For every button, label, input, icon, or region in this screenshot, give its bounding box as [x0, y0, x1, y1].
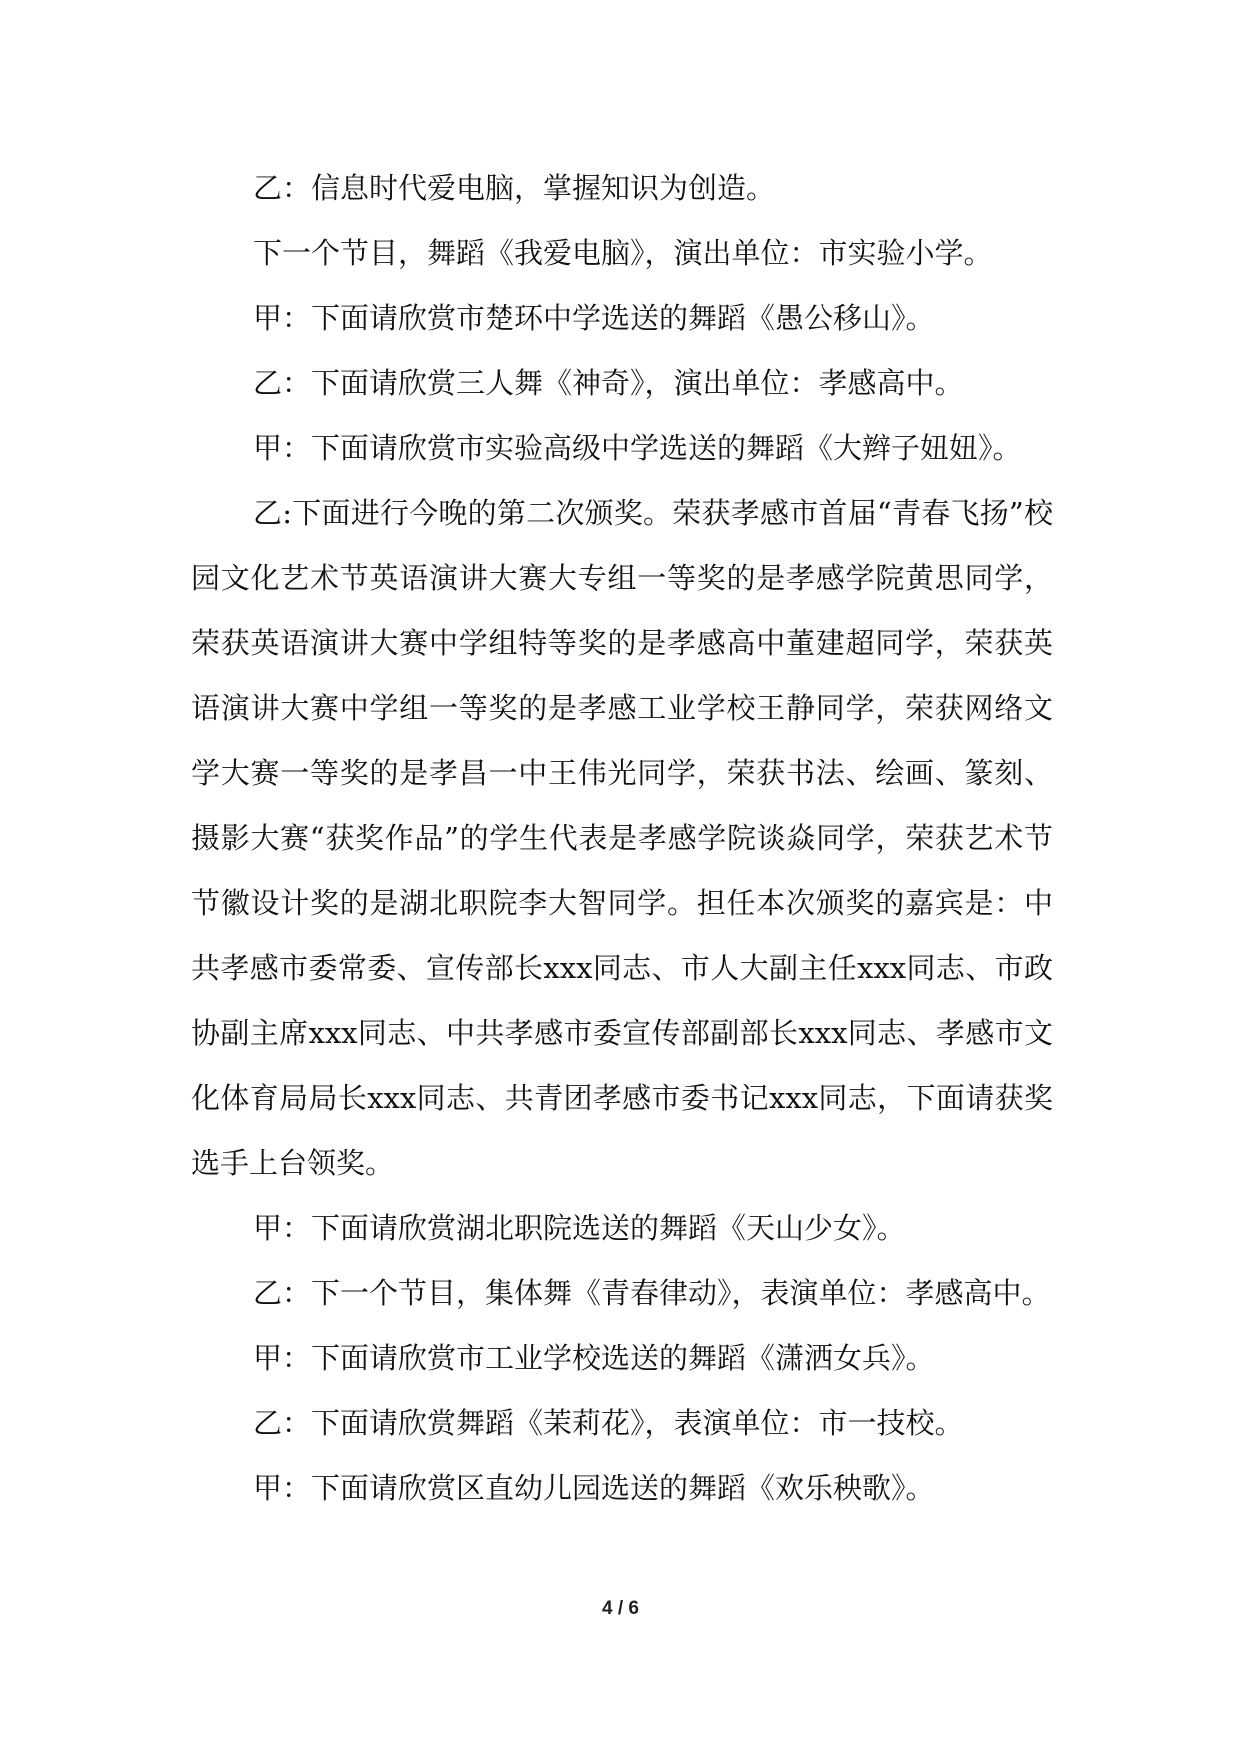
- paragraph: 甲：下面请欣赏区直幼儿园选送的舞蹈《欢乐秧歌》。: [253, 1471, 935, 1505]
- paragraph: 乙：下面请欣赏舞蹈《茉莉花》，表演单位：市一技校。: [253, 1406, 964, 1440]
- paragraph: 甲：下面请欣赏湖北职院选送的舞蹈《天山少女》。: [253, 1211, 906, 1245]
- paragraph: 甲：下面请欣赏市楚环中学选送的舞蹈《愚公移山》。: [253, 301, 935, 335]
- body-text: [191, 156, 1053, 1521]
- paragraph: 下一个节目，舞蹈《我爱电脑》，演出单位：市实验小学。: [253, 236, 993, 270]
- paragraph: 乙：下面请欣赏三人舞《神奇》，演出单位：孝感高中。: [253, 366, 964, 400]
- paragraph: 乙：信息时代爱电脑，掌握知识为创造。: [253, 171, 776, 205]
- paragraph: 甲：下面请欣赏市实验高级中学选送的舞蹈《大辫子妞妞》。: [253, 431, 1022, 465]
- page-number: 4 / 6: [602, 1598, 639, 1619]
- paragraph: 乙:下面进行今晚的第二次颁奖。荣获孝感市首届“青春飞扬”校园文化艺术节英语演讲大赛大专组一等奖的是孝感学院黄思同学，荣获英语演讲大赛中学组特等奖的是孝感高中董建超同学，荣获英语演讲大赛中学组一等奖的是孝感工业学校王静同学，荣获网络文学大赛一等奖的是孝昌一中王伟光同学，荣获书法、绘画、篆刻、摄影大赛“获奖作品”的学生代表是孝感学院谈焱同学，荣获艺术节节徽设计奖的是湖北职院李大智同学。担任本次颁奖的嘉宾是：中共孝感市委常委、宣传部长xxx同志、市人大副主任xxx同志、市政协副主席xxx同志、中共孝感市委宣传部副部长xxx同志、孝感市文化体育局局长xxx同志、共青团孝感市委书记xxx同志，下面请获奖选手上台领奖。: [191, 496, 1053, 1180]
- paragraph: 甲：下面请欣赏市工业学校选送的舞蹈《潇洒女兵》。: [253, 1341, 935, 1375]
- paragraph: 乙：下一个节目，集体舞《青春律动》，表演单位：孝感高中。: [253, 1276, 1051, 1310]
